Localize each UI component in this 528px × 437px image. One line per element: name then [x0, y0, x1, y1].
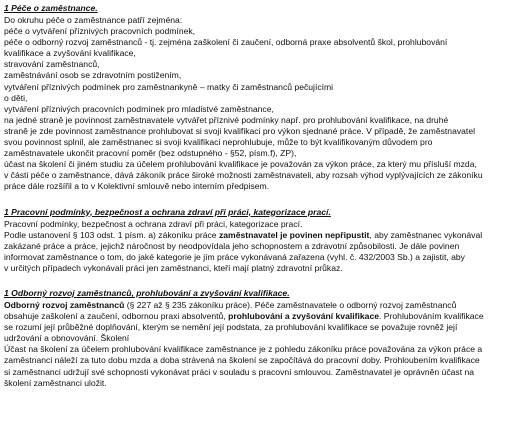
text-line: svou povinnost splnil, ale zaměstnanec si svoji kvalifikaci neprohlubuje, může to být kvalifikovaným důvodem pro	[4, 137, 433, 148]
text-line: zakázané práce a práce, jejichž náročnost by neodpovídala jeho schopnostem a zdravotní způsobilosti. Je dále povinen	[4, 240, 460, 251]
text-line: účast na školení či jiném studiu za účelem prohlubování kvalifikace je považován za výkon práce, za který mu přísluší mzda,	[4, 159, 477, 170]
section-body	[4, 219, 524, 274]
text-line: péče o vytváření příznivých pracovních podmínek,	[4, 26, 196, 37]
text-line: práce dále rozšířil a to v Kolektivní smlouvě nebo interním předpisem.	[4, 181, 270, 192]
text-line: v určitých případech vykonávali práci jen zaměstnanci, kteří mají platný zdravotní průkaz.	[4, 262, 343, 273]
text-line: se rozumí její průběžné doplňování, kterým se nemění její podstata, za prohlubování kvalifikace se považuje rovněž její	[4, 322, 458, 333]
text-line: udržování a obnovování. Školení	[4, 333, 130, 344]
section-working-conditions	[4, 207, 524, 274]
text-line: Účast na školení za účelem prohlubování kvalifikace zaměstnance je z pohledu zákoníku práce považována za výkon práce a	[4, 344, 483, 355]
text-line: školení zaměstnanci uložit.	[4, 377, 107, 388]
text-line: stravování zaměstnanců,	[4, 59, 100, 70]
text-line: vytváření příznivých podmínek pro zaměstnankyně – matky či zaměstnanců pečujícími	[4, 81, 334, 92]
text-line: obsahuje zaškolení a zaučení, odbornou praxi absolventů, prohlubování a zvyšování kvalifikace. Prohlubováním kvalifikace	[4, 311, 484, 322]
bold-phrase: Odborný rozvoj zaměstnanců	[4, 299, 125, 310]
section-heading: 1 Odborný rozvoj zaměstnanců, prohlubování a zvyšování kvalifikace.	[4, 287, 290, 298]
text-line: zaměstnávání osob se zdravotním postižením,	[4, 70, 182, 81]
text-line: vytváření příznivých pracovních podmínek pro mladistvé zaměstnance,	[4, 103, 274, 114]
text-line: informovat zaměstnance o tom, do jaké kategorie je jím práce vykonávaná zařazena (vyhl. č. 432/2003 Sb.) a zajistit, aby	[4, 251, 465, 262]
text-line: straně je zde povinnost zaměstnance prohlubovat si svoji kvalifikaci pro výkon sjednané práce. V případě, že zaměstnavatel	[4, 125, 476, 136]
text-line: v části péče o zaměstnance, dává zákoník práce široké možnosti zaměstnavateli, aby rozsah výhod vyplývajících ze zákoníku	[4, 170, 483, 181]
text-line: péče o odborný rozvoj zaměstnanců - tj. zejména zaškolení či zaučení, odborná praxe absolventů škol, prohlubování	[4, 37, 448, 48]
text-line: Do okruhu péče o zaměstnance patří zejména:	[4, 15, 183, 25]
text-line: o děti,	[4, 92, 28, 103]
section-body	[4, 15, 524, 193]
text-line: Podle ustanovení § 103 odst. 1 písm. a) zákoníku práce zaměstnavatel je povinen nepřipustit, aby zaměstnanec vykonával	[4, 229, 483, 240]
text-line: Pracovní podmínky, bezpečnost a ochrana zdraví při práci, kategorizace prací.	[4, 218, 303, 229]
text-line: zaměstnavatele ukončit pracovní poměr (bez odstupného - §52, písm.f), ZP),	[4, 148, 297, 159]
text-line: kvalifikace a zvyšování kvalifikace,	[4, 48, 136, 59]
bold-phrase: zaměstnavatel je povinen nepřipustit	[218, 229, 370, 240]
section-heading: 1 Pracovní podmínky, bezpečnost a ochrana zdraví při práci, kategorizace prací.	[4, 206, 331, 217]
bold-phrase: prohlubování a zvyšování kvalifikace	[228, 311, 380, 322]
text-line: Odborný rozvoj zaměstnanců (§ 227 až § 235 zákoníku práce). Péče zaměstnavatele o odborný rozvoj zaměstnanců	[4, 299, 457, 310]
section-heading: 1 Péče o zaměstnance.	[4, 3, 98, 13]
text-line: zaměstnanci náleží za tuto dobu mzda a doba strávená na školení se započítává do pracovní doby. Prohloubením kvalifikace	[4, 355, 480, 366]
section-body	[4, 300, 524, 389]
text-line: na jedné straně je povinnost zaměstnavatele vytvářet příznivé podmínky např. pro prohlubování kvalifikace, na druhé	[4, 114, 449, 125]
text-line: si zaměstnanci udržují své schopnosti vykonávat práci v souladu s pracovní smlouvou. Zaměstnavatel je oprávněn účast na	[4, 366, 475, 377]
section-professional-development	[4, 288, 524, 389]
section-employee-care	[4, 3, 524, 193]
